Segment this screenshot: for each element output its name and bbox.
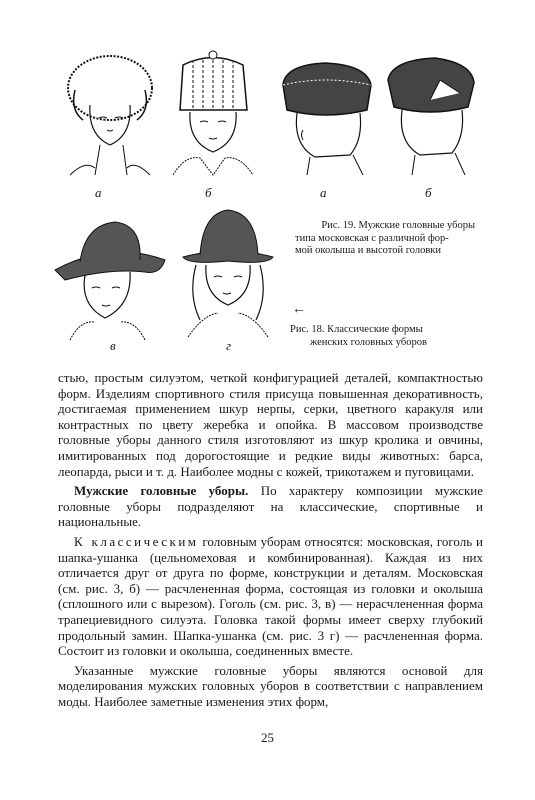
page-number: 25 [261, 730, 274, 745]
body-text [58, 370, 483, 713]
arrow-left-icon: ← [292, 302, 306, 317]
caption-fig18: Рис. 18. Классические формы женских головных уборов [290, 324, 427, 348]
paragraph-4: Указанные мужские головные уборы являются основой для моделирования мужских головных уборов в соответствии с направлением моды. Наиболее заметные изменения этих форм, [58, 662, 483, 709]
label-fig18-d: г [226, 338, 232, 353]
illustration-man-hat-a [275, 45, 380, 180]
label-fig18-c: в [110, 338, 116, 353]
term-classic: К классическим [74, 533, 199, 549]
paragraph-1: стью, простым силуэтом, четкой конфигурацией деталей, компактностью форм. Изделиям спортивного стиля присуща повышенная декоративность, достигаемая применением шкур нерпы, серки, цветного каракуля или контрастных по цвету жеребка и опойка. В массовом производстве головные уборы данного стиля изготовляют из шкур кролика и овчины, имитированных под дорогостоящие и редкие виды животных: барса, леопарда, рыси и т. д. Наиболее модны с кожей, трикотажем и пуговицами. [58, 370, 483, 479]
paragraph-3: К классическим головным уборам относятся: московская, гоголь и шапка-ушанка (цельномеховая и комбинированная). Каждая из них отличается друг от друга по форме, конструкции и деталям. Московская (см. рис. 3, б) — расчлененная форма, состоящая из головки и околыша (сплошного или с вырезом). Гоголь (см. рис. 3, в) — нерасчлененная форма трапециевидного силуэта. Головка такой формы имеет сверху глубокий продольный замин. Шапка-ушанка (см. рис. 3 г) — расчлененная форма. Состоит из головки и околыша, соединенных вместе. [58, 533, 483, 659]
illustration-woman-fur-hat-b [165, 50, 260, 180]
illustration-woman-fedora-d [178, 205, 278, 340]
heading-men-hats: Мужские головные уборы. [74, 483, 249, 499]
label-fig19-b: б [425, 185, 432, 200]
illustration-woman-fur-hat-a [55, 50, 165, 180]
label-fig18-b: б [205, 185, 212, 200]
paragraph-2: Мужские головные уборы. По характеру композиции мужские головные уборы подразделяют на классические, спортивные и национальные. [58, 483, 483, 530]
illustration-man-hat-b [380, 45, 480, 180]
label-fig19-a: а [320, 185, 327, 200]
label-fig18-a: а [95, 185, 102, 200]
illustration-woman-brim-hat-c [50, 210, 170, 345]
caption-fig19: Рис. 19. Мужские головные уборы типа московская с различной фор- мой околыша и высотой головки [295, 220, 475, 256]
